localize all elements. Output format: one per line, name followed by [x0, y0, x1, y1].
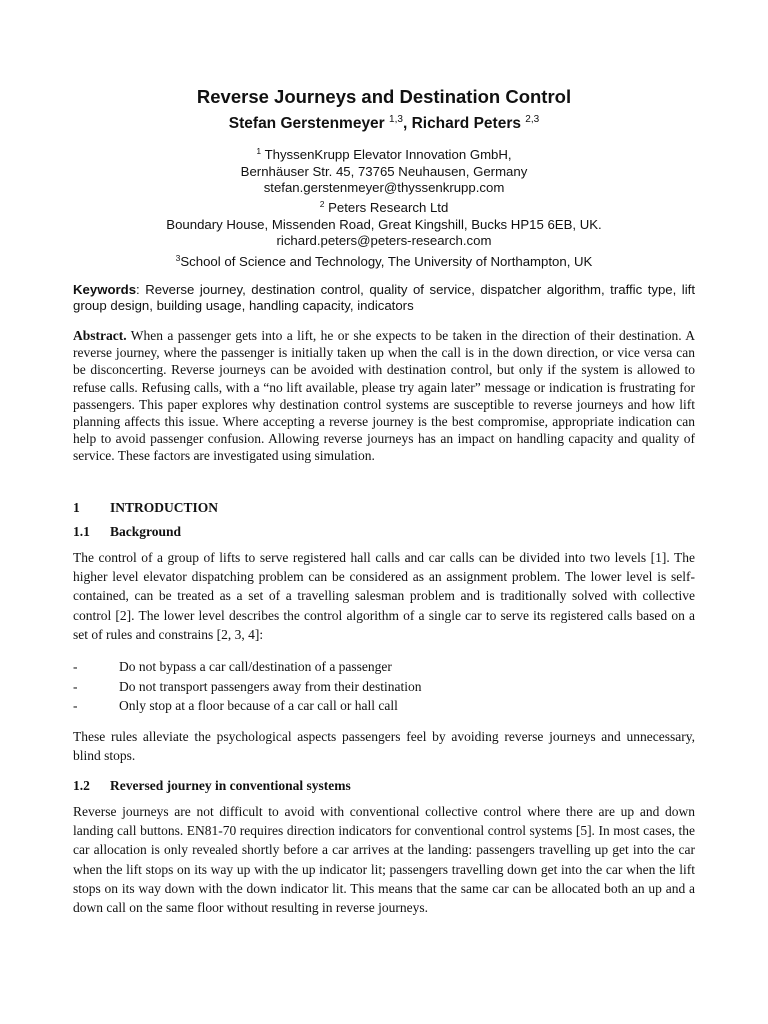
- affiliation-1-line-2: Bernhäuser Str. 45, 73765 Neuhausen, Germany: [240, 163, 528, 179]
- section-number: 1: [73, 500, 80, 515]
- abstract-label: Abstract.: [73, 328, 127, 343]
- list-item: - Do not transport passengers away from their destination: [73, 678, 422, 694]
- subsection-title: Reversed journey in conventional systems: [110, 778, 351, 793]
- list-item: - Only stop at a floor because of a car call or hall call: [73, 698, 398, 713]
- author-1-affiliation: 1,3: [389, 114, 403, 125]
- affiliation-1: [73, 143, 695, 197]
- author-separator: ,: [402, 115, 412, 132]
- subsection-heading-reversed-journey: [73, 778, 351, 794]
- affiliation-3: [73, 250, 695, 271]
- abstract-text: When a passenger gets into a lift, he or she expects to be taken in the direction of their destination. A reverse journey, where the passenger is initially taken up when the call is in the down direction, or vice versa can be disconcerting. Reverse journeys can be avoided with destination control, but only if the system is allowed to refuse calls. Refusing calls, with a “no lift available, please try again later” message or indication is frustrating for passengers. This paper explores why destination control systems are susceptible to reverse journeys and how lift planning affects this issue. Where accepting a reverse journey is the best compromise, appropriate indication can help to avoid passenger confusion. Allowing reverse journeys has an impact on handling capacity and quality of service. These factors are investigated using simulation.: [73, 328, 695, 464]
- keywords: [73, 282, 695, 314]
- affiliation-1-sup: 1: [256, 146, 262, 156]
- affiliation-2-line-2: Boundary House, Missenden Road, Great Kingshill, Bucks HP15 6EB, UK.: [166, 216, 602, 232]
- author-1-name: Stefan Gerstenmeyer: [228, 115, 385, 132]
- affiliation-3-sup: 3: [175, 253, 181, 263]
- section-heading-introduction: [73, 500, 218, 516]
- subsection-number: 1.1: [73, 524, 90, 539]
- affiliation-1-line-1: ThyssenKrupp Elevator Innovation GmbH,: [264, 147, 512, 162]
- rules-list: [73, 657, 695, 716]
- background-paragraph-1: The control of a group of lifts to serve registered hall calls and car calls can be divided into two levels [1]. The higher level elevator dispatching problem can be considered as an assignment problem. The lower level is self-contained, can be treated as a set of a travelling salesman problem and is traditionally solved with collective control [2]. The lower level describes the control algorithm of a single car to serve its registered calls based on a set of rules and constrains [2, 3, 4]:: [73, 550, 695, 642]
- author-2-affiliation: 2,3: [525, 114, 540, 125]
- affiliation-2-sup: 2: [319, 199, 325, 209]
- keywords-label: Keywords: [73, 282, 137, 297]
- abstract: [73, 327, 695, 465]
- affiliation-2: [73, 196, 695, 250]
- paper-title: Reverse Journeys and Destination Control: [196, 86, 572, 107]
- affiliation-2-email: richard.peters@peters-research.com: [276, 233, 492, 248]
- affiliation-1-email: stefan.gerstenmeyer@thyssenkrupp.com: [263, 180, 505, 195]
- author-2-name: Richard Peters: [411, 115, 521, 132]
- subsection-title: Background: [110, 524, 182, 539]
- affiliation-2-line-1: Peters Research Ltd: [328, 200, 449, 215]
- reversed-journey-paragraph: Reverse journeys are not difficult to avoid with conventional collective control where there are up and down landing call buttons. EN81-70 requires direction indicators for conventional control systems [5]. In most cases, the car allocation is only revealed shortly before a car arrives at the landing: passengers travelling up get into the car when the lift stops on its way up with the up indicator lit; passengers travelling down get into the car when the lift stops on its way down with the down indicator lit. This means that the same car can be allocated both an up and a down call on the same floor without resulting in reverse journeys.: [73, 804, 695, 916]
- subsection-heading-background: [73, 524, 181, 540]
- affiliation-3-line-1: School of Science and Technology, The University of Northampton, UK: [180, 254, 593, 269]
- author-line: [73, 114, 695, 133]
- background-paragraph-2: These rules alleviate the psychological aspects passengers feel by avoiding reverse journeys and unnecessary, blind stops.: [73, 729, 695, 764]
- section-title: INTRODUCTION: [110, 500, 219, 515]
- keywords-text: : Reverse journey, destination control, quality of service, dispatcher algorithm, traffic type, lift group design, building usage, handling capacity, indicators: [73, 282, 695, 313]
- list-item: - Do not bypass a car call/destination of a passenger: [73, 659, 392, 674]
- subsection-number: 1.2: [73, 778, 90, 793]
